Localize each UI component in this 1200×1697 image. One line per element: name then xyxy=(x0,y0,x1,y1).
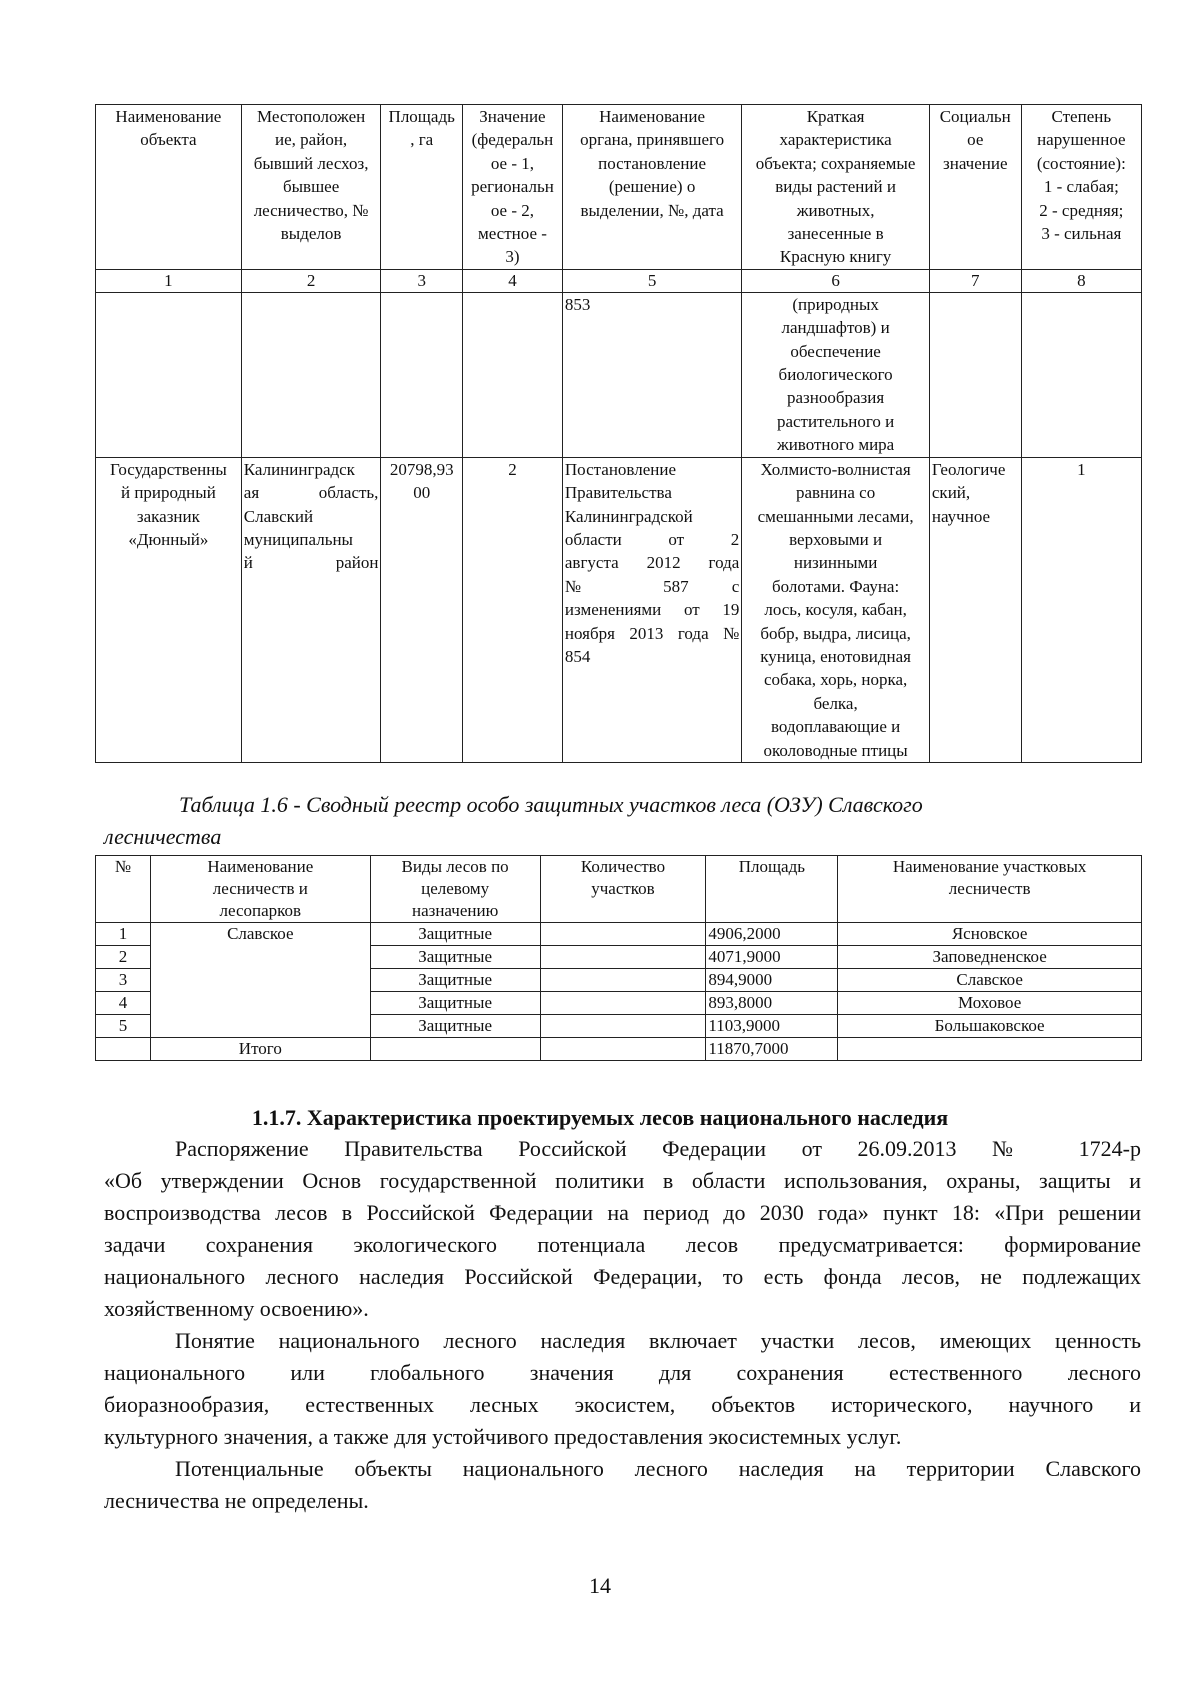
cell-line: болотами. Фауна: xyxy=(772,576,900,596)
cell-line: собака, хорь, норка, xyxy=(763,670,908,690)
cell-line: (решение) о xyxy=(608,177,696,197)
paragraph-line: «Об утверждении Основ государственной политики в области использования, охраны, защиты и xyxy=(104,1168,1141,1193)
row-number: 4 xyxy=(96,992,151,1015)
cell-line: Геологиче xyxy=(931,459,1006,479)
plot-count xyxy=(540,992,706,1015)
area-value: 1103,9000 xyxy=(706,1015,838,1038)
cell-line: Государственны xyxy=(110,459,227,479)
cell-line: ландшафтов) и xyxy=(781,318,890,338)
cell-line: растительного и xyxy=(776,411,895,431)
paragraph-line: Потенциальные объекты национального лесного наследия на территории Славского xyxy=(175,1456,1141,1481)
cell-line: ноября 2013 года № xyxy=(564,623,740,643)
cell-line: 854 xyxy=(564,646,591,666)
table-cell xyxy=(562,457,741,762)
paragraph-line: культурного значения, а также для устойчивого предоставления экосистемных услуг. xyxy=(104,1424,902,1449)
area-value: 894,9000 xyxy=(706,969,838,992)
cell-line: лесничеств и xyxy=(212,879,308,898)
header-cell xyxy=(929,105,1021,270)
cell-line: куница, енотовидная xyxy=(760,646,911,666)
row-number: 3 xyxy=(96,969,151,992)
table-cell xyxy=(96,292,242,457)
cell-line: Степень xyxy=(1051,107,1112,126)
header-cell xyxy=(540,856,706,923)
table-cell xyxy=(929,457,1021,762)
cell-line: лесопарков xyxy=(219,901,302,920)
district-forestry-name: Большаковское xyxy=(838,1015,1142,1038)
district-forestry-name: Моховое xyxy=(838,992,1142,1015)
cell-line: , га xyxy=(410,130,434,150)
cell-line: Наименование xyxy=(207,857,314,876)
column-number: 4 xyxy=(462,269,562,292)
cell-line: животного мира xyxy=(776,435,895,455)
forest-type: Защитные xyxy=(370,992,540,1015)
row-number: 5 xyxy=(96,1015,151,1038)
cell-line: нарушенное xyxy=(1037,130,1126,150)
cell-line: местное - xyxy=(477,224,547,244)
cell-line: значение xyxy=(943,153,1008,173)
header-cell xyxy=(370,856,540,923)
paragraph-line: национального или глобального значения для сохранения естественного лесного xyxy=(104,1360,1141,1385)
cell-line: (федеральн xyxy=(471,130,554,150)
ozu-registry-table xyxy=(95,855,1142,1061)
cell-line: постановление xyxy=(598,153,707,173)
cell-line: лось, косуля, кабан, xyxy=(764,600,907,620)
table-row xyxy=(96,923,1142,946)
cell-line: выделении, №, дата xyxy=(580,200,724,220)
forest-type: Защитные xyxy=(370,1015,540,1038)
paragraph-line: задачи сохранения экологического потенциала лесов предусматривается: формирование xyxy=(104,1232,1141,1257)
cell-line: Холмисто-волнистая xyxy=(760,459,911,479)
cell-line: (природных xyxy=(792,294,879,314)
paragraph-3 xyxy=(104,1453,1141,1517)
paragraph-line: хозяйственному освоению». xyxy=(104,1296,369,1321)
table-cell xyxy=(381,292,463,457)
cell-line: Местоположен xyxy=(257,107,366,126)
paragraph-line: воспроизводства лесов в Российской Федерации на период до 2030 года» пункт 18: «При решении xyxy=(104,1200,1141,1225)
column-number: 6 xyxy=(742,269,930,292)
page-number: 14 xyxy=(589,1573,611,1598)
header-cell xyxy=(838,856,1142,923)
paragraph-line: биоразнообразия, естественных лесных экосистем, объектов исторического, научного и xyxy=(104,1392,1141,1417)
cell-line: «Дюнный» xyxy=(128,529,209,549)
forest-type: Защитные xyxy=(370,923,540,946)
district-forestry-name: Заповедненское xyxy=(838,946,1142,969)
table-row xyxy=(96,292,1142,457)
paragraph-1 xyxy=(104,1133,1141,1325)
cell-line: бывшее xyxy=(282,177,340,197)
paragraph-line: лесничества не определены. xyxy=(104,1488,369,1513)
header-cell xyxy=(150,856,370,923)
forestry-name: Славское xyxy=(150,923,370,1038)
cell-line: Площадь xyxy=(388,107,455,126)
table-cell xyxy=(241,292,381,457)
table-cell xyxy=(96,457,242,762)
cell-line: бывший лесхоз, xyxy=(253,153,369,173)
caption-line: Таблица 1.6 - Сводный реестр особо защитных участков леса (ОЗУ) Славского xyxy=(179,792,923,817)
table-cell: 1 xyxy=(1021,457,1141,762)
total-label: Итого xyxy=(150,1038,370,1061)
cell-line: заказник xyxy=(136,506,200,526)
cell-line: Калининградской xyxy=(564,506,693,526)
cell-line: ое xyxy=(967,130,984,150)
paragraph-line: национального лесного наследия Российской Федерации, то есть фонда лесов, не подлежащих xyxy=(104,1264,1141,1289)
cell-line: низинными xyxy=(793,553,878,573)
cell-line: объекта; сохраняемые xyxy=(755,153,916,173)
paragraph-line: Понятие национального лесного наследия включает участки лесов, имеющих ценность xyxy=(175,1328,1141,1353)
table-cell xyxy=(1021,292,1141,457)
table-cell xyxy=(929,292,1021,457)
cell-line: бобр, выдра, лисица, xyxy=(760,623,911,643)
cell-line: й район xyxy=(243,553,379,573)
cell-line: виды растений и xyxy=(775,177,896,197)
cell-line: Наименование участковых xyxy=(892,857,1087,876)
cell-line: Количество xyxy=(580,857,666,876)
cell-line: биологического xyxy=(778,365,893,385)
cell-line: органа, принявшего xyxy=(580,130,725,150)
column-number: 2 xyxy=(241,269,381,292)
cell-line: 3) xyxy=(505,247,520,267)
column-number: 1 xyxy=(96,269,242,292)
area-value: 893,8000 xyxy=(706,992,838,1015)
cell-line: Площадь xyxy=(738,857,805,876)
cell-line: Славский xyxy=(243,506,314,526)
cell-line: региональн xyxy=(471,177,554,197)
column-number: 5 xyxy=(562,269,741,292)
cell-line: Значение xyxy=(479,107,546,126)
caption-line: лесничества xyxy=(104,824,222,849)
header-cell xyxy=(742,105,930,270)
cell-line: 2 - средняя; xyxy=(1039,200,1124,220)
header-cell xyxy=(706,856,838,923)
header-cell xyxy=(1021,105,1141,270)
cell-line: ая область, xyxy=(243,483,379,503)
table-cell xyxy=(381,457,463,762)
cell-line: ое - 2, xyxy=(490,200,535,220)
cell-line: верховыми и xyxy=(789,529,883,549)
table-header-row xyxy=(96,105,1142,270)
cell-line: № 587 с xyxy=(564,576,740,596)
cell-line: Виды лесов по xyxy=(401,857,509,876)
row-number: 1 xyxy=(96,923,151,946)
header-cell xyxy=(462,105,562,270)
cell-line: 3 - сильная xyxy=(1041,224,1122,244)
cell-line: назначению xyxy=(411,901,499,920)
cell-line: водоплавающие и xyxy=(770,717,901,737)
table-cell xyxy=(742,457,930,762)
plot-count xyxy=(540,946,706,969)
plot-count xyxy=(540,1015,706,1038)
cell-line: занесенные в xyxy=(787,224,884,244)
cell-line: характеристика xyxy=(779,130,892,150)
cell-line: обеспечение xyxy=(790,341,881,361)
table-cell xyxy=(241,457,381,762)
cell-line: Социальн xyxy=(939,107,1011,126)
cell-line: Наименование xyxy=(599,107,706,126)
plot-count xyxy=(540,923,706,946)
plot-count xyxy=(540,969,706,992)
header-cell xyxy=(381,105,463,270)
cell-line: выделов xyxy=(280,224,342,244)
section-heading: 1.1.7. Характеристика проектируемых лесов национального наследия xyxy=(251,1105,949,1130)
cell-line: животных, xyxy=(796,200,875,220)
forest-type: Защитные xyxy=(370,946,540,969)
cell-line: августа 2012 года xyxy=(564,553,740,573)
cell-line: Наименование xyxy=(115,107,222,126)
cell-line: 1 - слабая; xyxy=(1043,177,1119,197)
table-row xyxy=(96,457,1142,762)
table-cell: 2 xyxy=(462,457,562,762)
cell-line: объекта xyxy=(140,130,197,150)
table-cell xyxy=(838,1038,1142,1061)
total-area: 11870,7000 xyxy=(706,1038,838,1061)
table-cell xyxy=(540,1038,706,1061)
area-value: 4906,2000 xyxy=(706,923,838,946)
cell-line: 20798,93 xyxy=(389,459,454,479)
cell-line: ое - 1, xyxy=(490,153,535,173)
cell-line: Правительства xyxy=(564,483,672,503)
cell-line: околоводные птицы xyxy=(763,740,908,760)
table-cell xyxy=(462,292,562,457)
district-forestry-name: Ясновское xyxy=(838,923,1142,946)
cell-line: муниципальны xyxy=(243,529,353,549)
table-cell xyxy=(96,1038,151,1061)
header-cell xyxy=(241,105,381,270)
cell-line: научное xyxy=(931,506,991,526)
area-value: 4071,9000 xyxy=(706,946,838,969)
header-cell xyxy=(96,105,242,270)
cell-line: Калининградск xyxy=(243,459,355,479)
cell-line: смешанными лесами, xyxy=(757,506,914,526)
cell-line: области от 2 xyxy=(564,529,740,549)
district-forestry-name: Славское xyxy=(838,969,1142,992)
cell-line: разнообразия xyxy=(787,388,885,408)
total-row xyxy=(96,1038,1142,1061)
cell-line: Красную книгу xyxy=(779,247,892,267)
cell-line: Постановление xyxy=(564,459,676,479)
table-caption xyxy=(104,789,1144,853)
cell-line: лесничество, № xyxy=(253,200,369,220)
row-number: 2 xyxy=(96,946,151,969)
table-cell xyxy=(370,1038,540,1061)
cell-line: ский, xyxy=(931,483,971,503)
cell-line: участков xyxy=(591,879,655,898)
cell-line: белка, xyxy=(813,693,858,713)
column-number: 8 xyxy=(1021,269,1141,292)
cell-line: ие, район, xyxy=(275,130,348,150)
paragraph-2 xyxy=(104,1325,1141,1453)
cell-line: изменениями от 19 xyxy=(564,600,740,620)
table-header-row xyxy=(96,856,1142,923)
cell-line: Краткая xyxy=(806,107,865,126)
cell-line: лесничеств xyxy=(948,879,1031,898)
cell-line: равнина со xyxy=(795,483,876,503)
cell-line: 00 xyxy=(413,483,431,503)
cell-line: й природный xyxy=(120,483,216,503)
column-number-row xyxy=(96,269,1142,292)
protected-areas-table xyxy=(95,104,1142,763)
column-number: 3 xyxy=(381,269,463,292)
cell-line: (состояние): xyxy=(1036,153,1126,173)
forest-type: Защитные xyxy=(370,969,540,992)
table-cell xyxy=(742,292,930,457)
table-cell: 853 xyxy=(562,292,741,457)
header-cell xyxy=(96,856,151,923)
cell-line: № xyxy=(114,857,132,876)
cell-line: целевому xyxy=(421,879,490,898)
header-cell xyxy=(562,105,741,270)
column-number: 7 xyxy=(929,269,1021,292)
paragraph-line: Распоряжение Правительства Российской Федерации от 26.09.2013 № 1724-р xyxy=(175,1136,1141,1161)
